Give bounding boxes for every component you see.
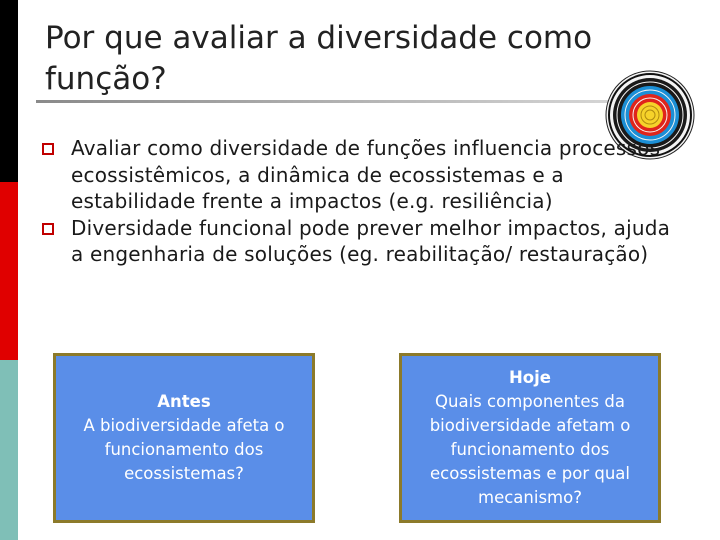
bullet-item: [42, 215, 682, 268]
bullet-list: [42, 135, 682, 268]
before-box: [53, 353, 315, 523]
slide-title: Por que avaliar a diversidade como função?: [45, 20, 593, 97]
square-bullet-icon: [42, 143, 54, 155]
today-box: [399, 353, 661, 523]
title-underline: [36, 100, 636, 103]
side-stripe-red: [0, 182, 18, 360]
today-text: Quais componentes da biodiversidade afetam o funcionamento dos ecossistemas e por qual mecanismo?: [429, 392, 631, 507]
bullet-text: Diversidade funcional pode prever melhor impactos, ajuda a engenharia de soluções (eg. reabilitação/ restauração): [71, 215, 671, 266]
today-heading: Hoje: [509, 368, 551, 387]
side-stripe-teal: [0, 360, 18, 540]
square-bullet-icon: [42, 223, 54, 235]
side-stripe-black: [0, 0, 18, 182]
bullet-item: [42, 135, 682, 215]
before-text: A biodiversidade afeta o funcionamento dos ecossistemas?: [83, 416, 285, 483]
bullet-text: Avaliar como diversidade de funções influencia processos ecossistêmicos, a dinâmica de ecossistemas e a estabilidade frente a impactos (e.g. resiliência): [71, 136, 661, 213]
before-heading: Antes: [157, 392, 211, 411]
